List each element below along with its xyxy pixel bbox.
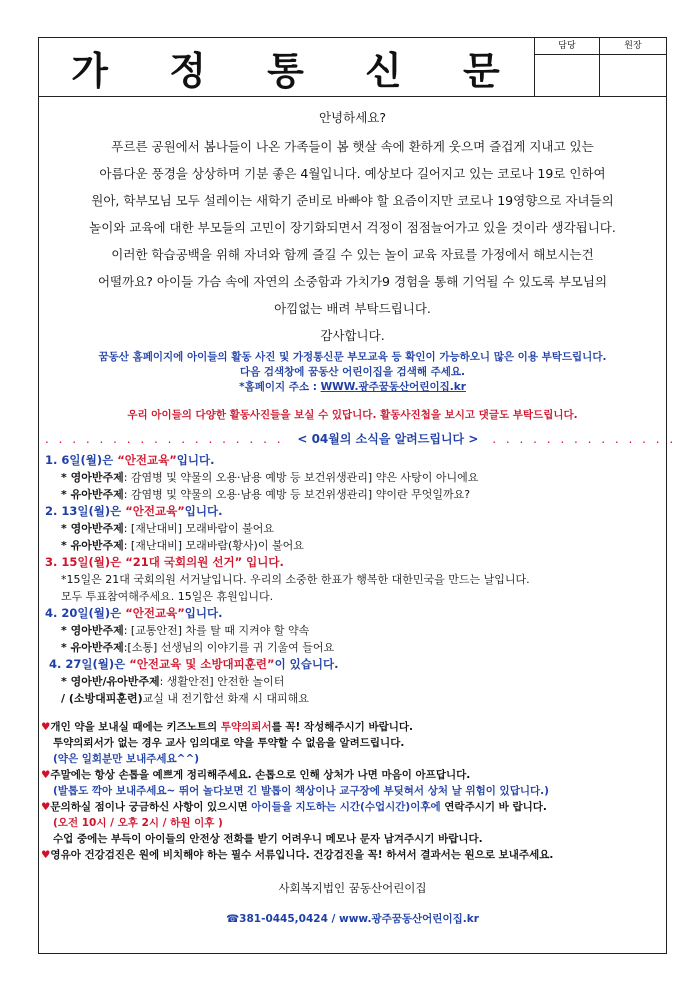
photo-notice: 우리 아이들의 다양한 활동사진들을 보실 수 있답니다. 활동사진첩을 보시고 댓글도 부탁드립니다. <box>127 409 578 421</box>
homepage-url-link[interactable]: WWW.광주꿈동산어린이집.kr <box>320 381 466 393</box>
note-medicine-c: 를 꼭! 작성해주시기 바랍니다. <box>271 721 414 733</box>
note-contact-c: 연락주시기 바 랍니다. <box>440 801 547 813</box>
event-5-all-text: : 생활안전] 안전한 놀이터 <box>159 675 285 688</box>
note-nails-text: 주말에는 항상 손톱을 예쁘게 정리해주세요. 손톱으로 인해 상처가 나면 마음이 아프답니다. <box>50 769 471 781</box>
event-4-name: “안전교육” <box>125 606 185 620</box>
note-nails <box>41 767 470 782</box>
intro-line: 원아, 학부모님 모두 설레이는 새학기 준비로 바빠야 할 요즘이지만 코로나 19영향으로 자녀들의 <box>91 193 614 208</box>
note-contact-a: 문의하실 점이나 궁금하신 사항이 있으시면 <box>50 801 252 813</box>
event-4-infant-label: * 영아반주제 <box>61 624 124 637</box>
event-1-toddler-label: * 유아반주제 <box>61 488 124 501</box>
banner-title: < 04월의 소식을 알려드립니다 > <box>297 432 479 446</box>
event-5-fire <box>61 690 309 706</box>
event-3-date: 3. 15일(월)은 <box>45 555 126 569</box>
note-health-text: 영유아 건강검진은 원에 비치해야 하는 필수 서류입니다. 건강검진을 꼭! 하셔서 결과서는 원으로 보내주세요. <box>50 849 554 861</box>
heart-icon: ♥ <box>41 849 51 861</box>
intro-line: 아낌없는 배려 부탁드립니다. <box>274 301 431 316</box>
note-nails-2: (발톱도 깍아 보내주세요~ 뛰어 놀다보면 긴 발톱이 책상이나 교구장에 부딪혀서 상처 날 위험이 있답니다.) <box>53 785 549 797</box>
note-contact-hours: (오전 10시 / 오후 2시 / 하원 이후 ) <box>53 817 223 829</box>
news-banner <box>45 430 677 447</box>
note-contact-time: 아이들을 지도하는 시간(수업시간)이후에 <box>251 801 441 813</box>
heart-icon: ♥ <box>41 801 51 813</box>
homepage-notice: 꿈동산 홈페이지에 아이들의 활동 사진 및 가정통신문 부모교육 등 확인이 가능하오니 많은 이용 부탁드립니다. <box>98 351 607 363</box>
event-1-tail: 입니다. <box>176 453 215 467</box>
homepage-address <box>39 379 666 394</box>
event-2-infant-label: * 영아반주제 <box>61 522 124 535</box>
event-4-infant <box>61 622 309 638</box>
event-1-infant <box>61 469 478 485</box>
note-contact-3: 수업 중에는 부득이 아이들의 안전상 전화를 받기 어려우니 메모나 문자 남겨주시기 바랍니다. <box>53 833 483 845</box>
event-3-tail: 입니다. <box>242 555 284 569</box>
homepage-address-label: *홈페이지 주소 : <box>239 381 321 393</box>
note-health <box>41 847 553 862</box>
event-3-name: “21대 국회의원 선거” <box>125 555 243 569</box>
header <box>39 38 666 97</box>
intro-line: 푸르른 공원에서 봄나들이 나온 가족들이 봄 햇살 속에 환하게 웃으며 즐겁게 지내고 있는 <box>111 139 594 154</box>
approval-col-director <box>600 38 666 96</box>
page-title: 가 정 통 신 문 <box>39 38 535 96</box>
event-2-infant <box>61 520 274 536</box>
event-5-date: 4. 27일(월)은 <box>49 657 130 671</box>
note-medicine-3: (약은 일회분만 보내주세요^^) <box>53 753 200 765</box>
intro-line: 아름다운 풍경을 상상하며 기분 좋은 4월입니다. 예상보다 길어지고 있는 코로나 19로 인하여 <box>99 166 606 181</box>
event-5-all <box>61 673 284 689</box>
event-2-heading <box>45 503 223 519</box>
footer-org: 사회복지법인 꿈동산어린이집 <box>278 881 427 895</box>
event-5-tail: 이 있습니다. <box>274 657 339 671</box>
event-1-toddler <box>61 486 470 502</box>
note-medicine-2: 투약의뢰서가 없는 경우 교사 임의대로 약을 투약할 수 없음을 알려드립니다. <box>53 737 405 749</box>
note-medicine <box>41 719 413 734</box>
event-3-desc: *15일은 21대 국회의원 서거날입니다. 우리의 소중한 한표가 행복한 대한민국을 만드는 날입니다. <box>61 573 530 586</box>
thanks-line: 감사합니다. <box>320 328 385 343</box>
heart-icon: ♥ <box>41 721 51 733</box>
search-notice: 다음 검색창에 꿈동산 어린이집을 검색해 주세요. <box>239 366 466 378</box>
event-5-all-label: * 영아반/유아반주제 <box>61 675 160 688</box>
event-2-tail: 입니다. <box>184 504 223 518</box>
note-contact <box>41 799 547 814</box>
greeting: 안녕하세요? <box>318 110 386 125</box>
event-2-date: 2. 13일(월)은 <box>45 504 126 518</box>
note-medicine-a: 개인 약을 보내실 때에는 키즈노트의 <box>50 721 221 733</box>
newsletter-sheet <box>38 37 677 954</box>
intro-line: 이러한 학습공백을 위해 자녀와 함께 즐길 수 있는 놀이 교육 자료를 가정에서 해보시는건 <box>111 247 594 262</box>
event-3-desc2: 모두 투표참여해주세요. 15일은 휴원입니다. <box>61 590 274 603</box>
event-5-fire-text: 교실 내 전기합선 화재 시 대피해요 <box>142 692 309 705</box>
intro-line: 놀이와 교육에 대한 부모들의 고민이 장기화되면서 걱정이 점점늘어가고 있을 것이라 생각됩니다. <box>89 220 616 235</box>
event-4-heading <box>45 605 223 621</box>
event-5-name: “안전교육 및 소방대피훈련” <box>129 657 275 671</box>
event-2-toddler <box>61 537 304 553</box>
note-medicine-form: 투약의뢰서 <box>220 721 272 733</box>
event-2-name: “안전교육” <box>125 504 185 518</box>
event-4-toddler-label: * 유아반주제 <box>61 641 124 654</box>
banner-dots-right: . . . . . . . . . . . . . . <box>492 432 677 446</box>
event-2-toddler-text: : [재난대비] 모래바람(황사)이 불어요 <box>123 539 304 552</box>
event-1-name: “안전교육” <box>117 453 177 467</box>
approval-label-director: 원장 <box>600 38 666 55</box>
event-1-infant-label: * 영아반주제 <box>61 471 124 484</box>
event-4-toddler-text: :[소통] 선생님의 이야기를 귀 기울여 들어요 <box>123 641 335 654</box>
event-4-toddler <box>61 639 334 655</box>
footer-contact: ☎381-0445,0424 / www.광주꿈동산어린이집.kr <box>226 913 479 925</box>
event-1-heading <box>45 452 214 468</box>
approval-box <box>535 38 666 96</box>
event-5-fire-label: / (소방대피훈련) <box>61 692 143 705</box>
heart-icon: ♥ <box>41 769 51 781</box>
event-1-infant-text: : 감염병 및 약물의 오용·남용 예방 등 보건위생관리] 약은 사탕이 아니에요 <box>123 471 479 484</box>
event-4-infant-text: : [교통안전] 차를 탈 때 지켜야 할 약속 <box>123 624 310 637</box>
event-2-infant-text: : [재난대비] 모래바람이 불어요 <box>123 522 275 535</box>
intro-line: 어떨까요? 아이들 가슴 속에 자연의 소중함과 가치가9 경험을 통해 기억될 수 있도록 부모님의 <box>97 274 608 289</box>
banner-dots-left: . . . . . . . . . . . . . . . . . . <box>45 432 284 446</box>
approval-col-manager <box>535 38 600 96</box>
event-5-heading <box>49 656 338 672</box>
event-4-tail: 입니다. <box>184 606 223 620</box>
event-3-heading <box>45 554 284 570</box>
event-1-toddler-text: : 감염병 및 약물의 오용·남용 예방 등 보건위생관리] 약이란 무엇일까요? <box>123 488 471 501</box>
event-4-date: 4. 20일(월)은 <box>45 606 126 620</box>
approval-label-manager: 담당 <box>535 38 599 55</box>
event-1-date: 1. 6일(월)은 <box>45 453 118 467</box>
event-2-toddler-label: * 유아반주제 <box>61 539 124 552</box>
